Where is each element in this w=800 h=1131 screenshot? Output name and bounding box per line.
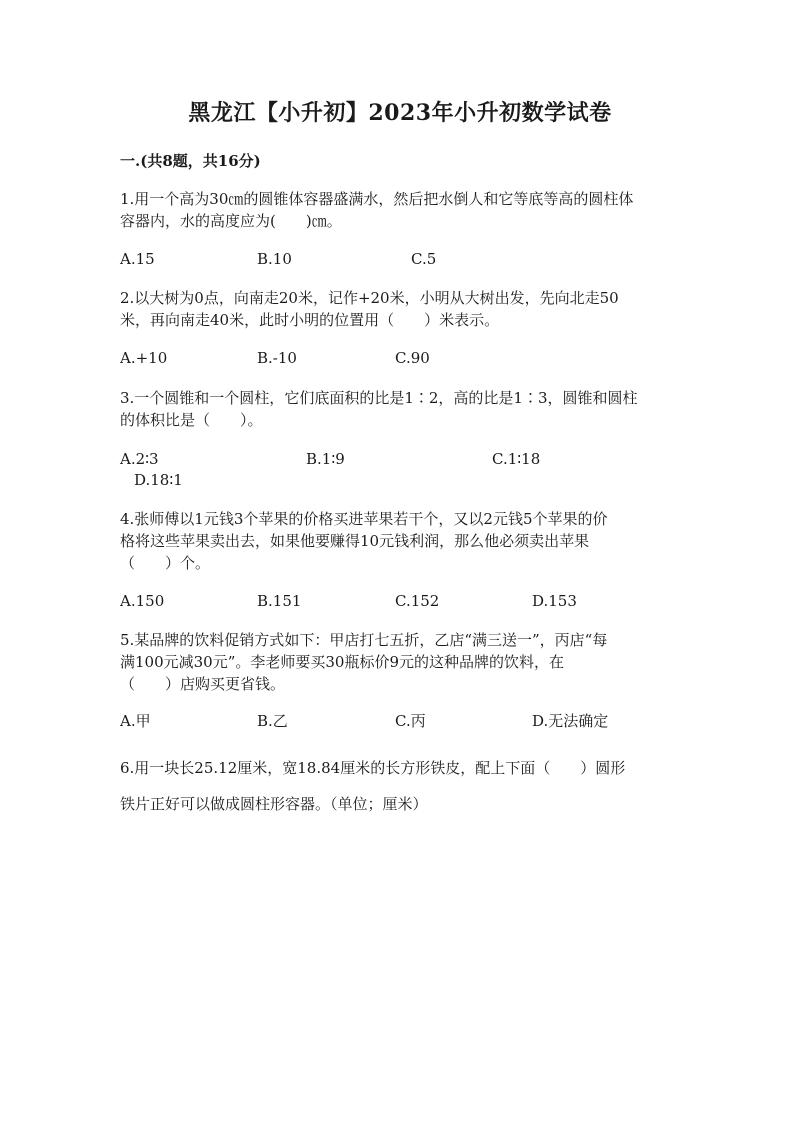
option-b: B.乙 — [257, 712, 288, 730]
option-c: C.90 — [395, 349, 430, 367]
question-1 — [120, 188, 680, 232]
question-line: 铁片正好可以做成圆柱形容器。（单位；厘米） — [120, 795, 428, 813]
option-c: C.丙 — [395, 712, 426, 730]
question-4 — [120, 508, 680, 574]
question-line: 3.一个圆锥和一个圆柱，它们底面积的比是1∶2，高的比是1∶3，圆锥和圆柱 — [120, 389, 638, 407]
question-line: （ ）个。 — [120, 554, 211, 572]
question-line: 容器内，水的高度应为( )㎝。 — [120, 212, 342, 230]
question-line: 2.以大树为0点，向南走20米，记作+20米，小明从大树出发，先向北走50 — [120, 289, 619, 307]
question-line: 的体积比是（ ）。 — [120, 411, 263, 429]
question-line: 格将这些苹果卖出去，如果他要赚得10元钱利润，那么他必须卖出苹果 — [120, 532, 590, 550]
option-d: D.无法确定 — [532, 712, 609, 730]
page-title: 黑龙江【小升初】2023年小升初数学试卷 — [188, 100, 612, 126]
question-3 — [120, 387, 680, 431]
option-b: B.1∶9 — [306, 450, 345, 468]
question-line: 米，再向南走40米，此时小明的位置用（ ）米表示。 — [120, 311, 500, 329]
option-b: B.10 — [257, 250, 292, 268]
option-d: D.153 — [532, 592, 577, 610]
option-c: C.152 — [395, 592, 440, 610]
option-a: A.150 — [120, 592, 165, 610]
option-a: A.甲 — [120, 712, 151, 730]
option-a: A.+10 — [120, 349, 168, 367]
option-a: A.2∶3 — [120, 450, 159, 468]
question-6 — [120, 750, 680, 822]
option-c: C.1∶18 — [492, 450, 541, 468]
question-line: （ ）店购买更省钱。 — [120, 675, 286, 693]
option-c: C.5 — [411, 250, 437, 268]
option-b: B.151 — [257, 592, 302, 610]
question-2 — [120, 287, 680, 331]
section-heading: 一.(共8题，共16分) — [120, 152, 261, 170]
question-line: 满100元减30元”。李老师要买30瓶标价9元的这种品牌的饮料，在 — [120, 653, 565, 671]
question-line: 4.张师傅以1元钱3个苹果的价格买进苹果若干个，又以2元钱5个苹果的价 — [120, 510, 608, 528]
question-line: 6.用一块长25.12厘米，宽18.84厘米的长方形铁皮，配上下面（ ）圆形 — [120, 759, 626, 777]
question-line: 1.用一个高为30㎝的圆锥体容器盛满水，然后把水倒人和它等底等高的圆柱体 — [120, 190, 634, 208]
option-a: A.15 — [120, 250, 155, 268]
question-5 — [120, 629, 680, 695]
option-d: D.18∶1 — [134, 471, 183, 489]
question-line: 5.某品牌的饮料促销方式如下：甲店打七五折，乙店“满三送一”，丙店“每 — [120, 631, 608, 649]
option-b: B.-10 — [257, 349, 297, 367]
